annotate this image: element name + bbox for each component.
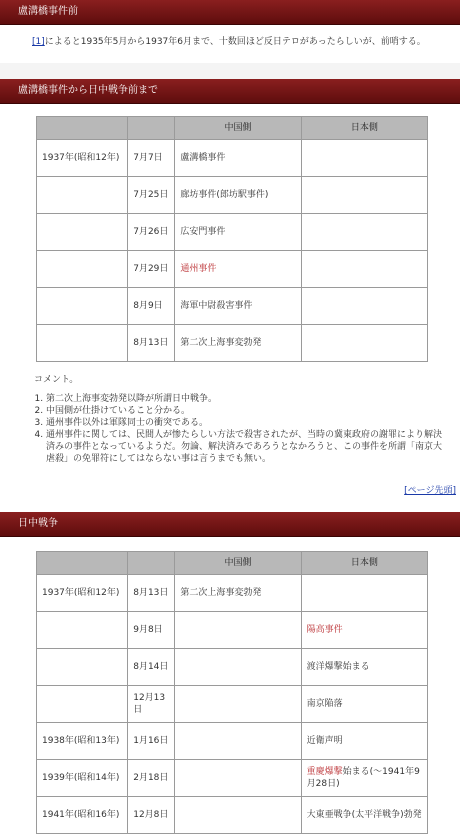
table-row (37, 177, 428, 214)
cell-date: 8月13日 (128, 325, 175, 362)
cell-date: 9月8日 (128, 612, 175, 649)
table-header-row (37, 552, 428, 575)
section-header-sino-japanese-war: 日中戦争 (0, 512, 460, 537)
cell-japan (301, 325, 427, 362)
cell-china (175, 612, 301, 649)
header-japan: 日本側 (301, 117, 427, 140)
cell-japan: 渡洋爆撃始まる (301, 649, 427, 686)
cell-japan (301, 288, 427, 325)
cell-year (37, 686, 128, 723)
cell-year (37, 288, 128, 325)
cell-china: 盧溝橋事件 (175, 140, 301, 177)
comment-label: コメント。 (34, 375, 79, 385)
cell-date: 12月13日 (128, 686, 175, 723)
cell-date: 8月13日 (128, 575, 175, 612)
cell-year (37, 612, 128, 649)
cell-year (37, 325, 128, 362)
table-row (37, 723, 428, 760)
table-row (37, 649, 428, 686)
cell-year: 1938年(昭和13年) (37, 723, 128, 760)
table-row (37, 797, 428, 834)
cell-date: 12月8日 (128, 797, 175, 834)
section-header-pre-war: 盧溝橋事件から日中戦争前まで (0, 79, 460, 104)
cell-japan-text: 始まる(～1941年9月28日) (306, 767, 420, 789)
cell-date: 7月26日 (128, 214, 175, 251)
cell-japan (301, 760, 427, 797)
cell-year: 1939年(昭和14年) (37, 760, 128, 797)
header-year (37, 552, 128, 575)
comment-list (46, 393, 460, 465)
cell-china (175, 723, 301, 760)
table-row (37, 612, 428, 649)
table-row (37, 325, 428, 362)
table-row (37, 760, 428, 797)
cell-china (175, 649, 301, 686)
table-row (37, 251, 428, 288)
cell-china: 第二次上海事変勃発 (175, 575, 301, 612)
cell-china: 第二次上海事変勃発 (175, 325, 301, 362)
cell-year (37, 251, 128, 288)
cell-japan (301, 177, 427, 214)
cell-china (175, 686, 301, 723)
cell-date: 8月9日 (128, 288, 175, 325)
table-row (37, 288, 428, 325)
header-date (128, 552, 175, 575)
cell-china: 海軍中尉殺害事件 (175, 288, 301, 325)
cell-year (37, 649, 128, 686)
cell-japan: 近衛声明 (301, 723, 427, 760)
cell-china: 廊坊事件(郎坊駅事件) (175, 177, 301, 214)
header-china: 中国側 (175, 117, 301, 140)
header-china: 中国側 (175, 552, 301, 575)
cell-japan (301, 251, 427, 288)
cell-date: 1月16日 (128, 723, 175, 760)
table-row (37, 214, 428, 251)
cell-date: 7月29日 (128, 251, 175, 288)
timeline-table-prewar (36, 116, 428, 362)
cell-date: 7月25日 (128, 177, 175, 214)
list-item: 3. 通州事件以外は軍隊同士の衝突である。 (46, 417, 446, 429)
cell-year: 1937年(昭和12年) (37, 575, 128, 612)
table-row (37, 686, 428, 723)
cell-year: 1937年(昭和12年) (37, 140, 128, 177)
reference-link[interactable]: [1] (32, 37, 45, 47)
cell-year (37, 214, 128, 251)
cell-china: 広安門事件 (175, 214, 301, 251)
tongzhou-incident-link[interactable]: 通州事件 (175, 251, 301, 288)
table-row (37, 140, 428, 177)
header-year (37, 117, 128, 140)
cell-japan (301, 575, 427, 612)
cell-japan (301, 214, 427, 251)
cell-china (175, 797, 301, 834)
list-item: 4. 通州事件に関しては、民間人が惨たらしい方法で殺害されたが、当時の冀東政府の謝罪により解決済みの事件となっているようだ。勿論、解決済みであろうとなかろうと、この事件を所謂「南京大虐殺」の免罪符にしてはならない事は言うまでも無い。 (46, 429, 446, 465)
intro-text: によると1935年5月から1937年6月まで、十数回ほど反日テロがあったらしいが、前哨する。 (44, 37, 426, 47)
table-header-row (37, 117, 428, 140)
cell-year (37, 177, 128, 214)
table-row (37, 575, 428, 612)
yanggao-incident-link[interactable]: 陽高事件 (301, 612, 427, 649)
cell-date: 8月14日 (128, 649, 175, 686)
page-top-link[interactable]: [ページ先頭] (404, 486, 456, 496)
header-japan: 日本側 (301, 552, 427, 575)
cell-japan: 大東亜戦争(太平洋戦争)勃発 (301, 797, 427, 834)
cell-date: 2月18日 (128, 760, 175, 797)
chongqing-bombing-link[interactable]: 重慶爆撃 (306, 767, 343, 777)
list-item: 2. 中国側が仕掛けていること分かる。 (46, 405, 446, 417)
cell-japan (301, 140, 427, 177)
cell-japan: 南京陥落 (301, 686, 427, 723)
header-date (128, 117, 175, 140)
cell-china (175, 760, 301, 797)
intro-paragraph (0, 25, 460, 63)
cell-date: 7月7日 (128, 140, 175, 177)
cell-year: 1941年(昭和16年) (37, 797, 128, 834)
section-header-pre-marco-polo: 盧溝橋事件前 (0, 0, 460, 25)
timeline-table-war (36, 551, 428, 834)
list-item: 1. 第二次上海事変勃発以降が所謂日中戦争。 (46, 393, 446, 405)
